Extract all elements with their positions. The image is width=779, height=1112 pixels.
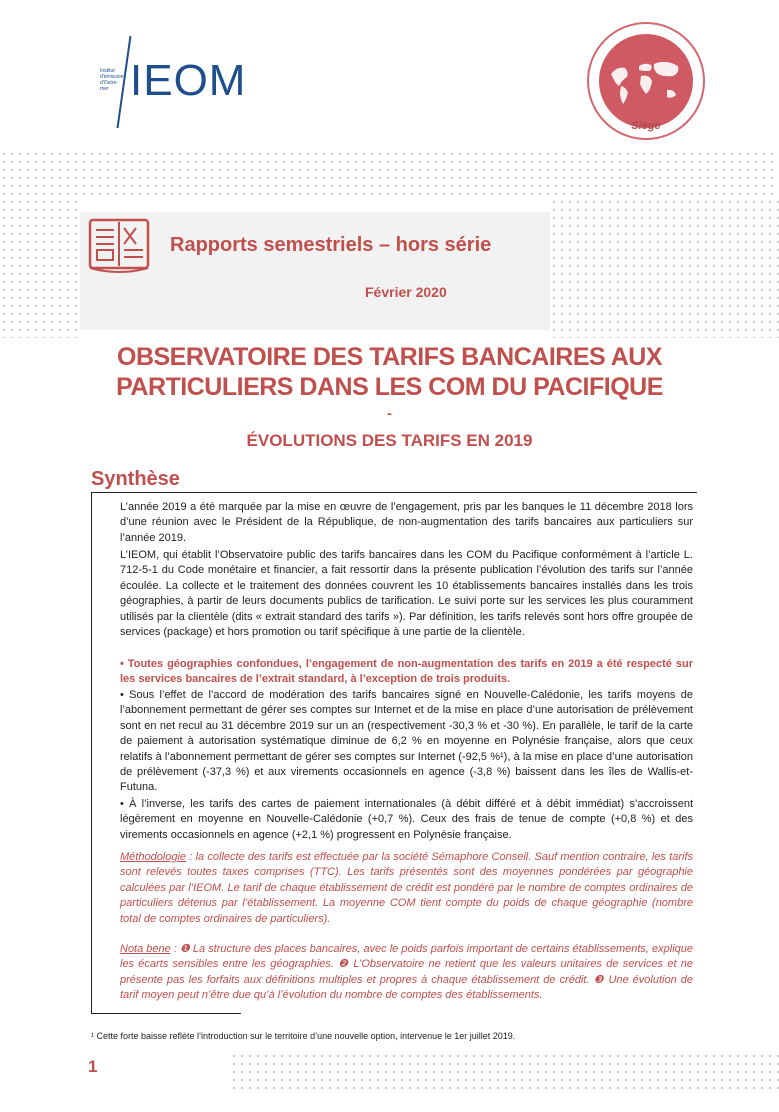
methodology-note xyxy=(120,850,693,927)
methodology-label: Méthodologie xyxy=(120,851,187,863)
dotted-band-right xyxy=(550,198,779,338)
subtitle: ÉVOLUTIONS DES TARIFS EN 2019 xyxy=(246,431,533,450)
footnote-rule xyxy=(91,1013,241,1014)
synthese-rule xyxy=(91,492,697,493)
nota-bene-text: : ❶ La structure des places bancaires, avec le poids parfois important de certains établissements, explique les écarts sensibles entre les géographies. ❷ L’Observatoire ne retient que les valeurs unitaires de services et ne présente pas les forfaits aux définitions multiples et propres à chaque établissement de crédit. ❸ Une évolution de tarif moyen peut n’être due qu’à l’évolution du nombre de comptes des établissements. xyxy=(120,943,694,1002)
footnote: ¹ Cette forte baisse reflète l’introduction sur le territoire d’une nouvelle option, intervenue le 1er juillet 2019. xyxy=(91,1031,516,1041)
nota-bene-note xyxy=(120,942,693,1004)
main-title-line1: OBSERVATOIRE DES TARIFS BANCAIRES AUX xyxy=(117,343,662,371)
title-dash: - xyxy=(387,405,392,421)
report-date: Février 2020 xyxy=(365,284,447,300)
bullet-moderation: • Sous l’effet de l’accord de modération des tarifs bancaires signé en Nouvelle-Calédonie, les tarifs moyens de l’abonnement permettant de gérer ses comptes sur Internet et de la mise en place d’une autorisation de prélèvement sont en net recul au 31 décembre 2019 sur un an (respectivement -30,3 % et -30 %). En parallèle, le tarif de la carte de paiement à autorisation systématique diminue de 6,2 % en moyenne en Polynésie française, alors que ceux relatifs à l’abonnement permettant de gérer ses comptes sur Internet (-92,5 %¹), à la mise en place d’une autorisation de prélèvement (-37,3 %) et aux virements occasionnels en agence (-3,8 %) baissent dans les îles de Wallis-et-Futuna. xyxy=(120,689,693,794)
world-map-icon xyxy=(599,34,693,128)
logo-side-text: Institut d'émission d'Outre-mer xyxy=(100,68,124,92)
nota-bene-label: Nota bene xyxy=(120,943,171,955)
ieom-logo xyxy=(100,28,247,133)
badge-label: Siège xyxy=(631,120,661,132)
dotted-band-left xyxy=(0,198,80,338)
page-number: 1 xyxy=(88,1057,98,1076)
report-band xyxy=(80,212,550,330)
paragraph-ieom: L’IEOM, qui établit l’Observatoire public des tarifs bancaires dans les COM du Pacifique conformément à l’article L. 712-5-1 du Code monétaire et financier, a fait ressortir dans la présente publication l’évolution des tarifs sur l’année écoulée. La collecte et le traitement des données couvrent les 10 établissements bancaires installés dans les trois géographies, à partir de leurs documents publics de tarification. Le suivi porte sur les services les plus couramment utilisés par la clientèle (dits « extrait standard des tarifs »). Par définition, les tarifs relevés sont hors offre groupée de services (package) et hors promotion ou tarif spécifique à une partie de la clientèle. xyxy=(120,549,693,639)
synthese-side-rule xyxy=(91,493,92,1013)
dotted-band-top xyxy=(0,150,779,198)
siege-badge xyxy=(587,22,705,140)
main-title-line2: PARTICULIERS DANS LES COM DU PACIFIQUE xyxy=(116,373,663,401)
report-series-title: Rapports semestriels – hors série xyxy=(170,234,492,256)
synthese-heading: Synthèse xyxy=(91,468,180,490)
bullet-engagement: • Toutes géographies confondues, l’engagement de non-augmentation des tarifs en 2019 a été respecté sur les services bancaires de l’extrait standard, à l’exception de trois produits. xyxy=(120,658,693,686)
methodology-text: : la collecte des tarifs est effectuée par la société Sémaphore Conseil. Sauf mention contraire, les tarifs sont relevés toutes taxes comprises (TTC). Les tarifs présentés sont des moyennes pondérées par géographie calculées par l’IEOM. Le tarif de chaque établissement de crédit est pondéré par le nombre de comptes ordinaires de particuliers détenus par l’établissement. La moyenne COM tient compte du poids de chaque géographie (nombre total de comptes ordinaires de particuliers). xyxy=(120,851,693,925)
book-icon xyxy=(88,218,150,274)
dotted-band-bottom xyxy=(230,1052,779,1092)
bullet-inverse: • À l’inverse, les tarifs des cartes de paiement internationales (à débit différé et à débit immédiat) s’accroissent légèrement en moyenne en Nouvelle-Calédonie (+0,7 %). Ceux des frais de tenue de compte (+0,8 %) et des virements occasionnels en agence (+2,1 %) progressent en Polynésie française. xyxy=(120,798,693,841)
logo-wordmark: IEOM xyxy=(130,56,247,105)
paragraph-intro: L’année 2019 a été marquée par la mise en œuvre de l’engagement, pris par les banques le 11 décembre 2018 lors d’une réunion avec le Président de la République, de non-augmentation des tarifs bancaires aux particuliers sur l’année 2019. xyxy=(120,501,693,544)
